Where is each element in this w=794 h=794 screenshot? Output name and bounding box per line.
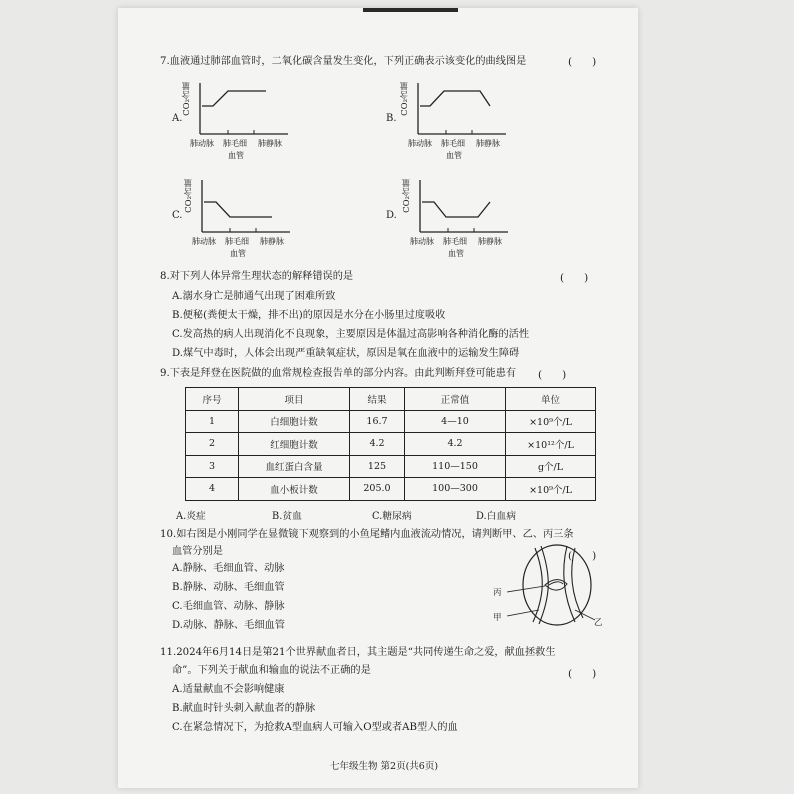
q7-graph-b: CO₂含量 肺动脉 肺毛细 肺静脉 血管 (396, 78, 516, 168)
fish-fin-svg (505, 540, 605, 630)
table-row: 3 血红蛋白含量 125 110—150 g个/L (186, 455, 596, 478)
q7-option-d-label: D. (386, 210, 397, 221)
q8-option-d: D.煤气中毒时，人体会出现严重缺氧症状，原因是氧在血液中的运输发生障碍 (172, 348, 520, 359)
fish-label-jia: 甲 (493, 613, 502, 623)
graph-c-curve (204, 202, 272, 217)
page-footer: 七年级生物 第2页(共6页) (330, 761, 439, 772)
q7-option-c-label: C. (172, 210, 183, 221)
q11-stem-line2: 命”。下列关于献血和输血的说法不正确的是 (172, 665, 371, 676)
graph-d-curve (422, 202, 490, 217)
table-row: 4 血小板计数 205.0 100—300 ×10⁹个/L (186, 478, 596, 501)
col-header: 项目 (239, 388, 350, 411)
fish-fin-diagram (505, 540, 605, 630)
q10-option-c: C.毛细血管、动脉、静脉 (172, 601, 285, 612)
q11-option-b: B.献血时针头刺入献血者的静脉 (172, 703, 316, 714)
graph-a-curve (202, 91, 266, 106)
q10-option-b: B.静脉、动脉、毛细血管 (172, 582, 285, 593)
q10-stem-line2: 血管分别是 (172, 546, 223, 557)
q11-option-a: A.适量献血不会影响健康 (172, 684, 285, 695)
y-axis-label: CO₂含量 (182, 82, 192, 116)
q10-answer-paren: ( ) (568, 550, 597, 562)
table-row: 1 白细胞计数 16.7 4—10 ×10⁹个/L (186, 410, 596, 433)
q8-stem: 8.对下列人体异常生理状态的解释错误的是 (160, 271, 354, 282)
q7-graph-c: CO₂含量 肺动脉 肺毛细 肺静脉 血管 (180, 175, 300, 265)
q7-stem: 7.血液通过肺部血管时，二氧化碳含量发生变化，下列正确表示该变化的曲线图是 (160, 56, 527, 67)
q7-graph-d: CO₂含量 肺动脉 肺毛细 肺静脉 血管 (398, 175, 518, 265)
q8-option-b: B.便秘(粪便太干燥，排不出)的原因是水分在小肠里过度吸收 (172, 310, 446, 321)
q9-option-b: B.贫血 (272, 511, 302, 522)
q8-option-a: A.溺水身亡是肺通气出现了困难所致 (172, 291, 336, 302)
q7-option-b-label: B. (386, 113, 397, 124)
scan-top-mark (363, 8, 458, 12)
q8-answer-paren: ( ) (560, 272, 589, 284)
q9-option-d: D.白血病 (476, 511, 517, 522)
q9-option-c: C.糖尿病 (372, 511, 412, 522)
col-header: 结果 (350, 388, 405, 411)
q10-option-a: A.静脉、毛细血管、动脉 (172, 563, 285, 574)
q10-stem-line1: 10.如右图是小刚同学在显微镜下观察到的小鱼尾鳍内血液流动情况，请判断甲、乙、丙三条 (160, 529, 574, 540)
graph-b-curve (420, 91, 490, 106)
fish-label-yi: 乙 (594, 618, 603, 628)
blood-test-table (185, 387, 596, 501)
q8-option-c: C.发高热的病人出现消化不良现象，主要原因是体温过高影响各种消化酶的活性 (172, 329, 530, 340)
q9-answer-paren: ( ) (538, 369, 567, 381)
q9-option-a: A.炎症 (176, 511, 206, 522)
col-header: 序号 (186, 388, 239, 411)
col-header: 单位 (506, 388, 596, 411)
table-header-row (186, 388, 596, 411)
fish-label-bing: 丙 (493, 588, 502, 598)
table-row: 2 红细胞计数 4.2 4.2 ×10¹²个/L (186, 433, 596, 456)
q7-answer-paren: ( ) (568, 56, 597, 68)
col-header: 正常值 (405, 388, 506, 411)
q11-option-c: C.在紧急情况下，为抢救A型血病人可输入O型或者AB型人的血 (172, 722, 458, 733)
q7-option-a-label: A. (172, 113, 183, 124)
q10-option-d: D.动脉、静脉、毛细血管 (172, 620, 285, 631)
q7-graph-a: CO₂含量 肺动脉 肺毛细 肺静脉 血管 (178, 78, 298, 168)
q11-answer-paren: ( ) (568, 668, 597, 680)
q9-stem: 9.下表是拜登在医院做的血常规检查报告单的部分内容。由此判断拜登可能患有 (160, 368, 517, 379)
q11-stem-line1: 11.2024年6月14日是第21个世界献血者日，其主题是“共同传递生命之爱，献血拯救生 (160, 647, 556, 658)
